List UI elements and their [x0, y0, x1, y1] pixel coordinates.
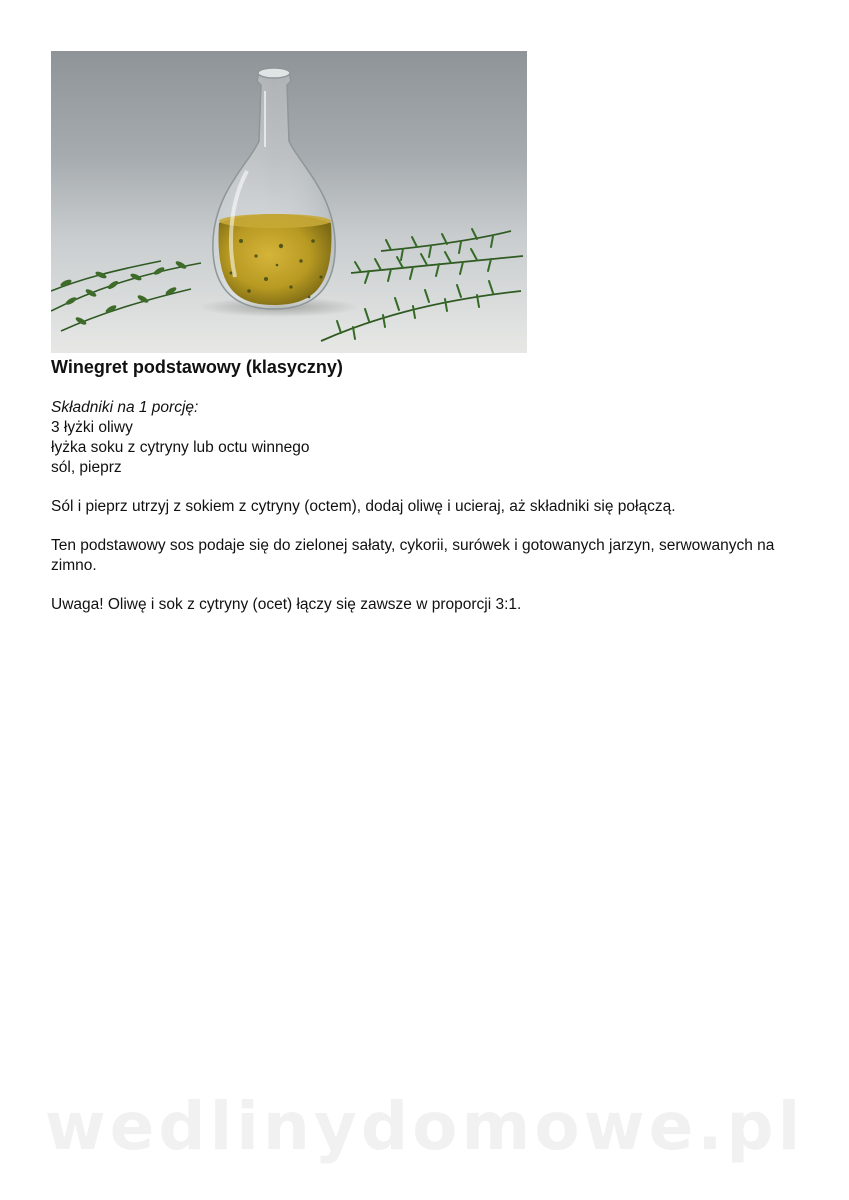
- recipe-title: Winegret podstawowy (klasyczny): [51, 357, 343, 377]
- note-paragraph: Uwaga! Oliwę i sok z cytryny (ocet) łączy się zawsze w proporcji 3:1.: [51, 596, 522, 613]
- vinaigrette-bottle-illustration: [51, 51, 527, 353]
- instructions-paragraph: Sól i pieprz utrzyj z sokiem z cytryny (octem), dodaj oliwę i ucieraj, aż składniki się połączą.: [51, 498, 676, 515]
- ingredient-item: łyżka soku z cytryny lub octu winnego: [51, 439, 310, 456]
- ingredient-item: sól, pieprz: [51, 459, 122, 476]
- ingredient-item: 3 łyżki oliwy: [51, 419, 133, 436]
- serving-paragraph: Ten podstawowy sos podaje się do zielonej sałaty, cykorii, surówek i gotowanych jarzyn, serwowanych na zimno.: [51, 537, 775, 574]
- recipe-body: [51, 398, 811, 615]
- watermark: wedlinydomowe.pl: [44, 1088, 805, 1165]
- ingredients-heading: Składniki na 1 porcję:: [51, 399, 199, 416]
- recipe-photo: [51, 51, 527, 353]
